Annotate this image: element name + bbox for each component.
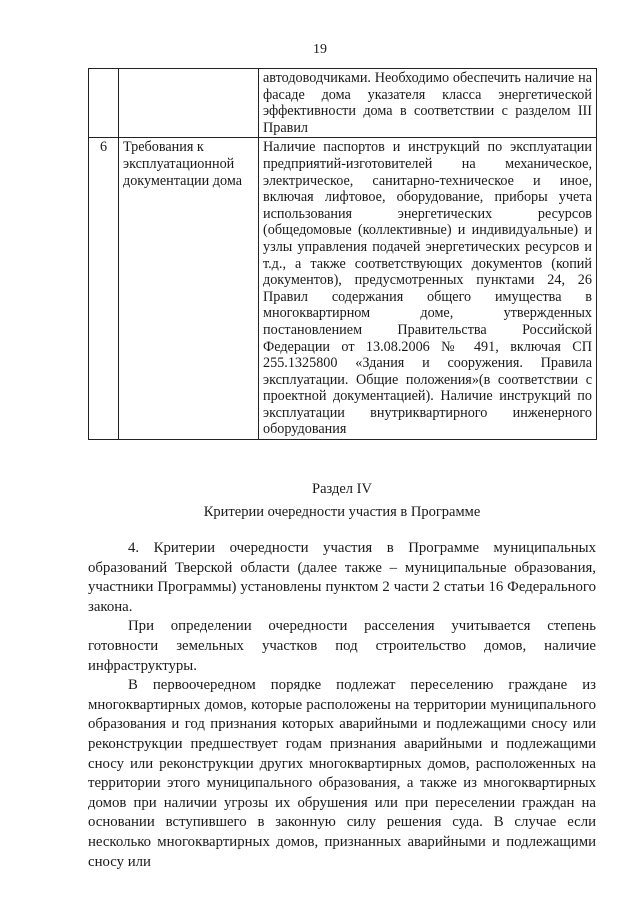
requirements-table [88, 68, 597, 440]
row-number-cell: 6 [89, 138, 119, 440]
section-label: Раздел IV [312, 481, 372, 497]
paragraph: 4. Критерии очередности участия в Программе муниципальных образований Тверской области (далее также – муниципальные образования, участники Программы) установлены пунктом 2 части 2 статьи 16 Федерального закона. [88, 540, 596, 615]
requirement-description-cell [259, 69, 597, 138]
paragraph: В первоочередном порядке подлежат переселению граждане из многоквартирных домов, которые расположены на территории муниципального образования и год признания которых аварийными и подлежащими сносу или реконструкции предшествует годам признания аварийными и подлежащими сносу или реконструкции других многоквартирных домов, расположенных на территории этого муниципального образования, а также из многоквартирных домов при наличии угрозы их обрушения или при переселении граждан на основании вступившего в законную силу решения суда. В случае если несколько многоквартирных домов, признанных аварийными и подлежащими сносу или [88, 677, 596, 870]
body-text [88, 539, 596, 872]
row-number-cell [89, 69, 119, 138]
requirement-name-cell: Требования к эксплуатационной документации дома [119, 138, 259, 440]
requirement-description: Наличие паспортов и инструкций по эксплуатации предприятий-изготовителей на механическое, электрическое, санитарно-техническое и иное, включая лифтовое, оборудование, приборы учета использования энергетических ресурсов (общедомовые (коллективные) и индивидуальные) и узлы управления подачей энергетических ресурсов и т.д., а также соответствующих документов (копий документов), предусмотренных пунктами 24, 26 Правил содержания общего имущества в многоквартирном доме, утвержденных постановлением Правительства Российской Федерации от 13.08.2006 № 491, включая СП 255.1325800 «Здания и сооружения. Правила эксплуатации. Общие положения»(в соответствии с проектной документацией). Наличие инструкций по эксплуатации внутриквартирного инженерного оборудования [263, 139, 592, 438]
page-number: 19 [313, 42, 327, 57]
requirement-description: автодоводчиками. Необходимо обеспечить наличие на фасаде дома указателя класса энергетической эффективности дома в соответствии с разделом III Правил [263, 70, 592, 136]
paragraph: При определении очередности расселения учитывается степень готовности земельных участков под строительство домов, наличие инфраструктуры. [88, 618, 596, 674]
section-title: Критерии очередности участия в Программе [203, 504, 481, 520]
requirement-name-cell [119, 69, 259, 138]
requirement-description-cell [259, 138, 597, 440]
table-row [89, 69, 597, 138]
table-row [89, 138, 597, 440]
